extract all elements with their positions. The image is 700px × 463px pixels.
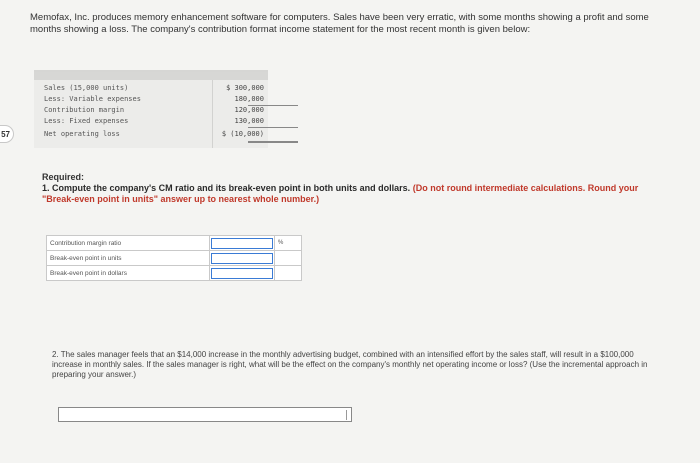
input-divider: [346, 410, 347, 420]
row-value: 130,000: [234, 117, 264, 125]
income-statement-row: [34, 115, 268, 127]
percent-unit: %: [275, 236, 302, 251]
answer-row-breakeven-units: [47, 251, 302, 266]
question-2-answer-input[interactable]: [58, 407, 352, 422]
unit-cell: [275, 266, 302, 281]
row-value: $ 300,000: [226, 84, 264, 92]
row-value: $ (10,000): [221, 130, 264, 138]
question-1-prompt: 1. Compute the company's CM ratio and its break-even point in both units and dollars.: [42, 183, 411, 193]
unit-cell: [275, 251, 302, 266]
row-value: 180,000: [234, 95, 264, 103]
question-2-text: 2. The sales manager feels that an $14,000 increase in the monthly advertising budget, combined with an intensified effort by the sales staff, will result in a $100,000 increase in monthly sales. If the sales manager is right, what will be the effect on the company's monthly net operating income or loss? (Use the incremental approach in preparing your answer.): [52, 350, 648, 379]
income-statement: [34, 70, 268, 148]
question-1-text: [42, 183, 662, 205]
answer-label: Contribution margin ratio: [47, 236, 210, 251]
row-label: Less: Fixed expenses: [44, 117, 129, 125]
problem-intro-text: Memofax, Inc. produces memory enhancement software for computers. Sales have been very erratic, with some months showing a profit and some months showing a loss. The company's contribution format income statement for the most recent month is given below:: [30, 12, 649, 35]
answer-table: [46, 235, 302, 281]
income-statement-row: [34, 128, 268, 140]
row-label: Less: Variable expenses: [44, 95, 141, 103]
row-label: Contribution margin: [44, 106, 125, 114]
row-value: 120,000: [234, 106, 264, 114]
answer-row-breakeven-dollars: [47, 266, 302, 281]
row-label: Sales (15,000 units): [44, 84, 129, 92]
total-double-rule: [248, 141, 298, 143]
required-section: [42, 172, 662, 205]
question-1-note: (Do not round intermediate calculations. Round your "Break-even point in units" answer up to nearest whole number.): [42, 183, 639, 204]
answer-label: Break-even point in units: [47, 251, 210, 266]
breakeven-dollars-input[interactable]: [211, 268, 273, 279]
cm-ratio-input[interactable]: [211, 238, 273, 249]
answer-row-cm-ratio: [47, 236, 302, 251]
income-statement-header: [34, 72, 268, 80]
breakeven-units-input[interactable]: [211, 253, 273, 264]
row-label: Net operating loss: [44, 130, 120, 138]
question-number-badge: 57: [0, 125, 14, 143]
answer-label: Break-even point in dollars: [47, 266, 210, 281]
required-title: Required:: [42, 172, 85, 182]
